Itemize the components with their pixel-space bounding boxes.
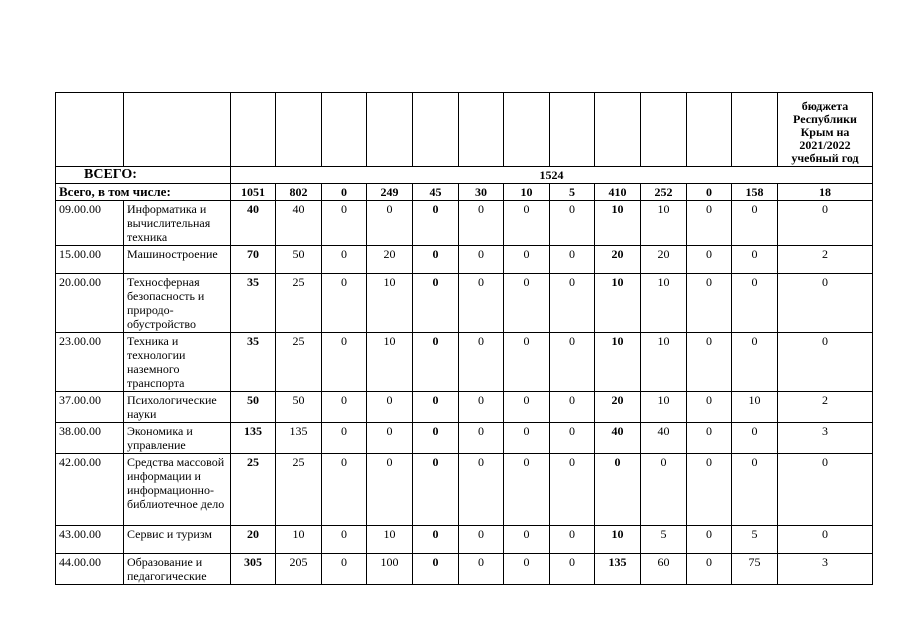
total-label: ВСЕГО: — [56, 167, 231, 184]
row-cell: 0 — [550, 554, 595, 585]
row-cell: 0 — [504, 554, 550, 585]
row-cell: 0 — [413, 392, 459, 423]
row-cell: 0 — [413, 554, 459, 585]
row-cell: 25 — [231, 454, 276, 526]
row-cell: 0 — [459, 201, 504, 246]
row-cell: 305 — [231, 554, 276, 585]
row-cell: 0 — [413, 423, 459, 454]
row-name: Техносферная безопасность и природо-обустройство — [124, 274, 231, 333]
sum-cell: 0 — [322, 184, 367, 201]
row-code: 42.00.00 — [56, 454, 124, 526]
row-name: Психологические науки — [124, 392, 231, 423]
row-cell: 0 — [732, 423, 778, 454]
row-cell: 0 — [778, 274, 873, 333]
row-cell: 0 — [550, 246, 595, 274]
row-cell: 0 — [778, 454, 873, 526]
sum-cell: 45 — [413, 184, 459, 201]
sum-cell: 0 — [687, 184, 732, 201]
row-cell: 0 — [550, 454, 595, 526]
table-row — [56, 392, 873, 423]
row-cell: 5 — [641, 526, 687, 554]
row-code: 44.00.00 — [56, 554, 124, 585]
row-code: 43.00.00 — [56, 526, 124, 554]
header-budget: бюджета Республики Крым на 2021/2022 учебный год — [778, 93, 873, 167]
row-cell: 0 — [504, 201, 550, 246]
row-cell: 0 — [322, 333, 367, 392]
row-cell: 0 — [550, 526, 595, 554]
row-cell: 0 — [504, 246, 550, 274]
row-cell: 0 — [322, 526, 367, 554]
row-cell: 0 — [687, 333, 732, 392]
row-cell: 10 — [367, 274, 413, 333]
row-cell: 135 — [231, 423, 276, 454]
row-cell: 20 — [231, 526, 276, 554]
row-cell: 0 — [778, 201, 873, 246]
row-cell: 0 — [459, 246, 504, 274]
row-cell: 10 — [641, 333, 687, 392]
row-cell: 0 — [367, 201, 413, 246]
row-cell: 0 — [778, 333, 873, 392]
row-name: Машиностроение — [124, 246, 231, 274]
row-cell: 35 — [231, 274, 276, 333]
row-cell: 0 — [504, 392, 550, 423]
row-cell: 10 — [641, 201, 687, 246]
table-row — [56, 423, 873, 454]
row-cell: 0 — [778, 526, 873, 554]
row-cell: 5 — [732, 526, 778, 554]
sum-row — [56, 184, 873, 201]
row-cell: 20 — [367, 246, 413, 274]
table-row — [56, 274, 873, 333]
row-cell: 0 — [459, 333, 504, 392]
row-cell: 10 — [595, 274, 641, 333]
row-cell: 10 — [367, 526, 413, 554]
row-name: Средства массовой информации и информационно-библиотечное дело — [124, 454, 231, 526]
row-cell: 0 — [504, 454, 550, 526]
row-cell: 40 — [595, 423, 641, 454]
row-cell: 0 — [322, 423, 367, 454]
row-cell: 0 — [550, 392, 595, 423]
row-cell: 0 — [322, 454, 367, 526]
row-cell: 0 — [687, 454, 732, 526]
row-cell: 50 — [276, 392, 322, 423]
row-cell: 0 — [367, 392, 413, 423]
row-cell: 0 — [550, 423, 595, 454]
table-row — [56, 454, 873, 526]
row-cell: 0 — [459, 274, 504, 333]
row-code: 15.00.00 — [56, 246, 124, 274]
row-name: Техника и технологии наземного транспорта — [124, 333, 231, 392]
row-cell: 10 — [595, 201, 641, 246]
row-cell: 0 — [732, 246, 778, 274]
row-cell: 0 — [687, 392, 732, 423]
row-cell: 0 — [504, 526, 550, 554]
row-cell: 0 — [367, 454, 413, 526]
row-cell: 10 — [595, 333, 641, 392]
sum-label: Всего, в том числе: — [56, 184, 231, 201]
row-cell: 0 — [687, 201, 732, 246]
row-cell: 0 — [504, 423, 550, 454]
row-cell: 25 — [276, 454, 322, 526]
total-value: 1524 — [231, 167, 873, 184]
row-cell: 0 — [459, 554, 504, 585]
sum-cell: 249 — [367, 184, 413, 201]
row-cell: 0 — [550, 274, 595, 333]
row-cell: 0 — [322, 246, 367, 274]
row-cell: 10 — [641, 392, 687, 423]
sum-cell: 10 — [504, 184, 550, 201]
row-cell: 0 — [413, 274, 459, 333]
row-cell: 0 — [459, 526, 504, 554]
row-cell: 0 — [732, 333, 778, 392]
row-code: 09.00.00 — [56, 201, 124, 246]
row-cell: 0 — [504, 333, 550, 392]
table-row — [56, 246, 873, 274]
row-cell: 10 — [276, 526, 322, 554]
row-cell: 10 — [641, 274, 687, 333]
table-row — [56, 526, 873, 554]
row-cell: 0 — [367, 423, 413, 454]
row-cell: 20 — [595, 246, 641, 274]
quota-table — [55, 92, 873, 585]
row-cell: 135 — [276, 423, 322, 454]
row-name: Образование и педагогические — [124, 554, 231, 585]
row-cell: 0 — [687, 526, 732, 554]
sum-cell: 410 — [595, 184, 641, 201]
row-name: Экономика и управление — [124, 423, 231, 454]
sum-cell: 252 — [641, 184, 687, 201]
row-cell: 0 — [459, 423, 504, 454]
row-cell: 0 — [732, 201, 778, 246]
sum-cell: 802 — [276, 184, 322, 201]
row-name: Сервис и туризм — [124, 526, 231, 554]
row-cell: 0 — [413, 526, 459, 554]
row-cell: 35 — [231, 333, 276, 392]
row-name: Информатика и вычислительная техника — [124, 201, 231, 246]
sum-cell: 18 — [778, 184, 873, 201]
row-cell: 10 — [595, 526, 641, 554]
row-cell: 40 — [641, 423, 687, 454]
row-cell: 0 — [504, 274, 550, 333]
table-row — [56, 201, 873, 246]
row-cell: 0 — [413, 246, 459, 274]
row-cell: 0 — [550, 333, 595, 392]
row-cell: 100 — [367, 554, 413, 585]
row-code: 37.00.00 — [56, 392, 124, 423]
row-cell: 40 — [276, 201, 322, 246]
row-cell: 0 — [687, 554, 732, 585]
row-cell: 0 — [322, 392, 367, 423]
row-cell: 10 — [367, 333, 413, 392]
row-code: 20.00.00 — [56, 274, 124, 333]
row-cell: 50 — [231, 392, 276, 423]
row-cell: 205 — [276, 554, 322, 585]
row-cell: 0 — [687, 246, 732, 274]
sum-cell: 1051 — [231, 184, 276, 201]
row-cell: 3 — [778, 554, 873, 585]
row-cell: 40 — [231, 201, 276, 246]
row-cell: 20 — [641, 246, 687, 274]
row-cell: 2 — [778, 392, 873, 423]
row-code: 23.00.00 — [56, 333, 124, 392]
row-cell: 0 — [459, 392, 504, 423]
total-row — [56, 167, 873, 184]
row-code: 38.00.00 — [56, 423, 124, 454]
sum-cell: 30 — [459, 184, 504, 201]
sum-cell: 158 — [732, 184, 778, 201]
row-cell: 60 — [641, 554, 687, 585]
row-cell: 0 — [687, 423, 732, 454]
row-cell: 2 — [778, 246, 873, 274]
header-row — [56, 93, 873, 167]
row-cell: 0 — [732, 274, 778, 333]
table-row — [56, 333, 873, 392]
row-cell: 3 — [778, 423, 873, 454]
table-row — [56, 554, 873, 585]
row-cell: 0 — [459, 454, 504, 526]
row-cell: 0 — [322, 554, 367, 585]
row-cell: 0 — [550, 201, 595, 246]
row-cell: 135 — [595, 554, 641, 585]
row-cell: 0 — [413, 201, 459, 246]
row-cell: 10 — [732, 392, 778, 423]
row-cell: 0 — [322, 274, 367, 333]
sum-cell: 5 — [550, 184, 595, 201]
row-cell: 25 — [276, 333, 322, 392]
row-cell: 25 — [276, 274, 322, 333]
row-cell: 0 — [732, 454, 778, 526]
row-cell: 50 — [276, 246, 322, 274]
row-cell: 75 — [732, 554, 778, 585]
row-cell: 20 — [595, 392, 641, 423]
row-cell: 0 — [595, 454, 641, 526]
row-cell: 0 — [413, 333, 459, 392]
row-cell: 0 — [413, 454, 459, 526]
row-cell: 0 — [322, 201, 367, 246]
row-cell: 0 — [687, 274, 732, 333]
row-cell: 0 — [641, 454, 687, 526]
row-cell: 70 — [231, 246, 276, 274]
